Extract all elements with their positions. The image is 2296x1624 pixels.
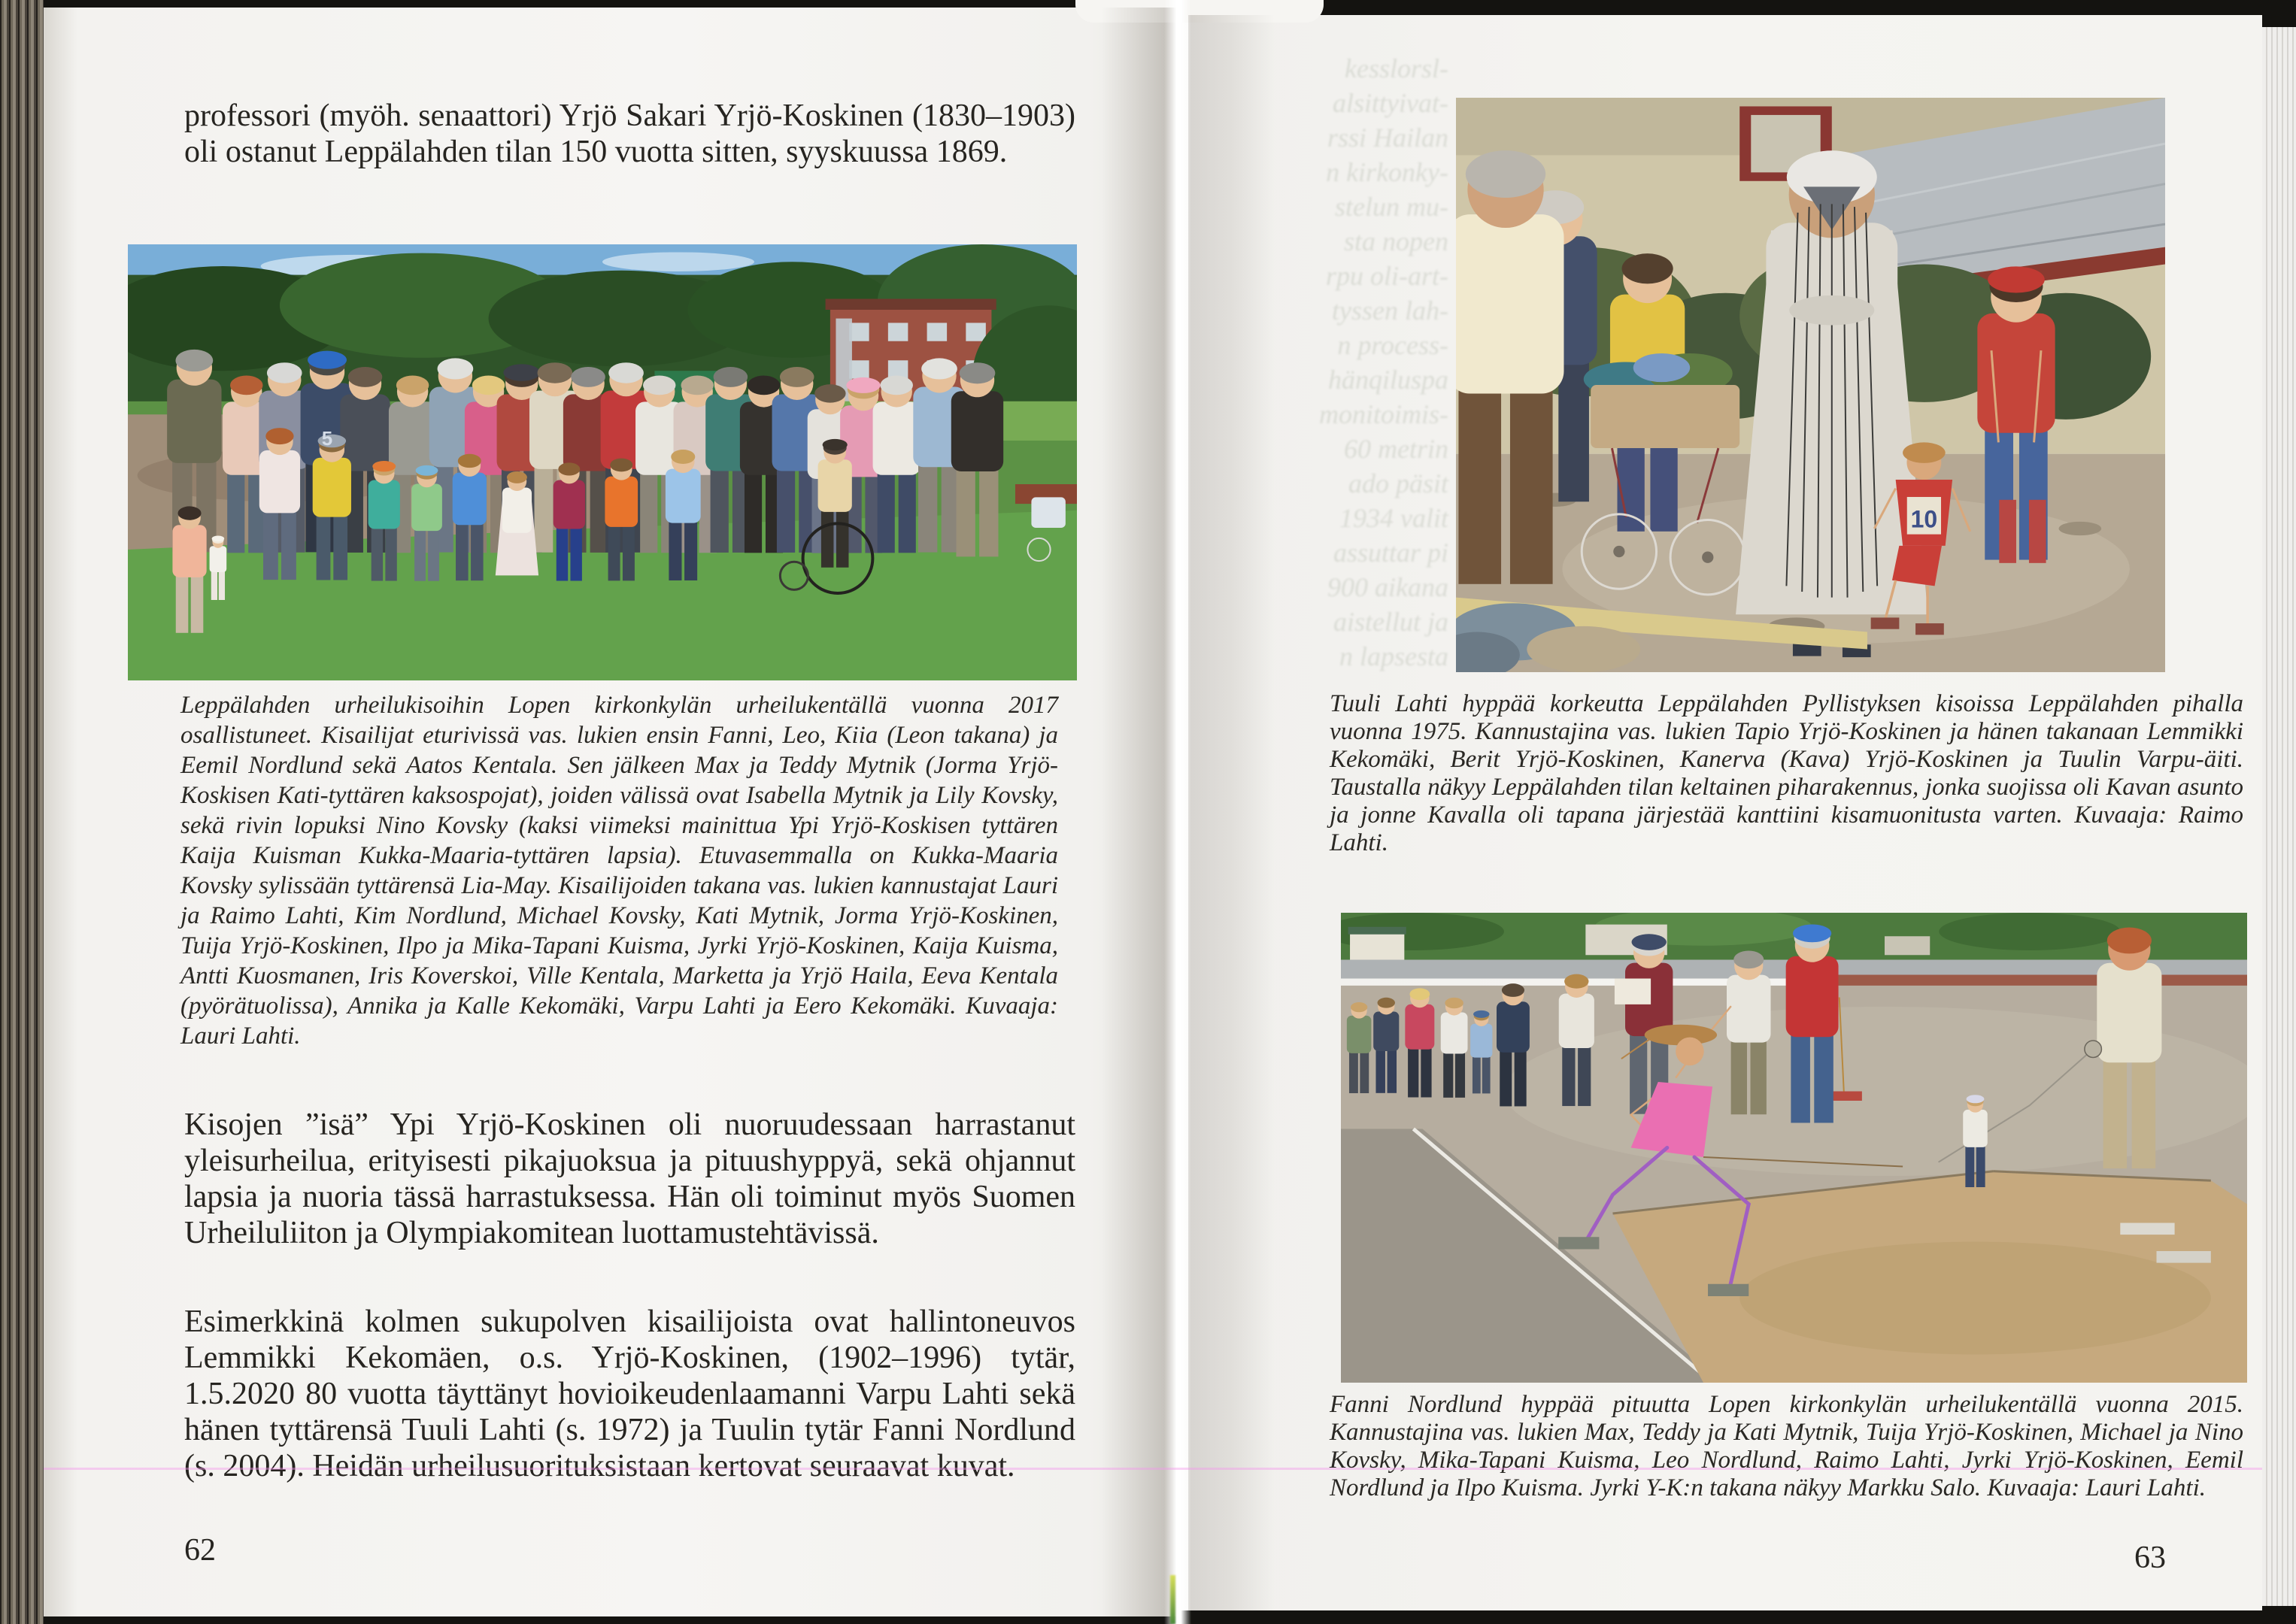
page-number-right: 63 [2134, 1541, 2166, 1575]
photo-group-2017 [128, 244, 1077, 680]
gutter-highlight [1164, 0, 1191, 1624]
gutter-shadow-right [1188, 15, 1275, 1610]
body-paragraph-1: Kisojen ”isä” Ypi Yrjö-Koskinen oli nuoruudessaan harrastanut yleisurheilua, erityisesti pikajuoksua ja pituushyppyä, sekä ohjannut lapsia ja nuoria tässä harrastuksessa. Hän oli toiminut myös Suomen Urheiluliiton ja Olympiakomitean luottamustehtävissä. [184, 1107, 1075, 1250]
page-edge-stack-left [0, 0, 44, 1624]
page-edge-stack-right [2262, 27, 2296, 1606]
svg-text:5: 5 [321, 426, 333, 450]
photo-longjump-2015 [1341, 913, 2247, 1383]
left-page [44, 8, 1179, 1616]
right-page [1179, 15, 2262, 1610]
intro-paragraph: professori (myöh. senaattori) Yrjö Sakari Yrjö-Koskinen (1830–1903) oli ostanut Leppälahden tilan 150 vuotta sitten, syyskuussa 1869. [184, 98, 1075, 169]
gutter-green-sliver [1170, 1575, 1175, 1624]
body-paragraph-2: Esimerkkinä kolmen sukupolven kisailijoista ovat hallintoneuvos Lemmikki Kekomäen, o.s. Yrjö-Koskinen, (1902–1996) tytär, 1.5.2020 80 vuotta täyttänyt hovioikeudenlaamanni Varpu Lahti sekä hänen tyttärensä Tuuli Lahti (s. 1972) ja Tuulin tytär Fanni Nordlund (s. 2004). Heidän urheilusuorituksistaan kertovat seuraavat kuvat. [184, 1304, 1075, 1483]
photo-caption-highjump-1975: Tuuli Lahti hyppää korkeutta Leppälahden Pyllistyksen kisoissa Leppälahden pihalla vuonna 1975. Kannustajina vas. lukien Tapio Yrjö-Koskinen ja hänen takanaan Lemmikki Kekomäki, Berit Yrjö-Koskinen, Kanerva (Kava) Yrjö-Koskinen ja Tuulin Varpu-äiti. Taustalla näkyy Leppälahden tilan keltainen piharakennus, jonka suojissa oli Kavan asunto ja jonne Kavalla oli tapana järjestää kanttiini kisamuonitusta varten. Kuvaaja: Raimo Lahti. [1330, 690, 2243, 856]
photo-highjump-1975 [1456, 98, 2165, 672]
svg-text:10: 10 [1910, 505, 1938, 533]
photo-caption-group-2017: Leppälahden urheilukisoihin Lopen kirkonkylän urheilukentällä vuonna 2017 osallistuneet. Kisailijat eturivissä vas. lukien ensin Fanni, Leo, Kiia (Leon takana) ja Eemil Nordlund sekä Aatos Kentala. Sen jälkeen Max ja Teddy Mytnik (Jorma Yrjö-Koskisen Kati-tyttären kaksospojat), joiden välissä ovat Isabella Mytnik ja Lily Kovsky, sekä rivin lopuksi Nino Kovsky (kaksi viimeksi mainittua Ypi Yrjö-Koskisen tyttären Kaija Kuisman Kukka-Maaria-tyttären lapsia). Etuvasemmalla on Kukka-Maaria Kovsky sylissään tyttärensä Lia-May. Kisailijoiden takana vas. lukien kannustajat Lauri ja Raimo Lahti, Kim Nordlund, Michael Kovsky, Kati Mytnik, Jorma Yrjö-Koskinen, Tuija Yrjö-Koskinen, Ilpo ja Mika-Tapani Kuisma, Jyrki Yrjö-Koskinen, Kaija Kuisma, Antti Kuosmanen, Iris Koverskoi, Ville Kentala, Marketta ja Yrjö Haila, Eeva Kentala (pyörätuolissa), Annika ja Kalle Kekomäki, Varpu Lahti ja Eero Kekomäki. Kuvaaja: Lauri Lahti. [180, 692, 1058, 1050]
photo-caption-longjump-2015: Fanni Nordlund hyppää pituutta Lopen kirkonkylän urheilukentällä vuonna 2015. Kannustajina vas. lukien Max, Teddy ja Kati Mytnik, Tuija Yrjö-Koskinen, Michael ja Nino Kovsky, Mika-Tapani Kuisma, Leo Nordlund, Raimo Lahti, Jyrki Yrjö-Koskinen, Eemil Nordlund ja Ilpo Kuisma. Jyrki Y-K:n takana näkyy Markku Salo. Kuvaaja: Lauri Lahti. [1330, 1391, 2243, 1501]
scanner-artifact-line [44, 1468, 2262, 1470]
bleedthrough-text: kesslorsl- alsittyivat- rssi Hailan n kirkonky- stelun mu- sta nopen rpu oli-art- tyssen lah- n process- hänqiluspa monitoimis- 60 metrin ado päsit 1934 valit assuttar pi 900 aikana aistellut ja n lapsesta [1318, 53, 1448, 671]
page-number-left: 62 [184, 1533, 216, 1568]
